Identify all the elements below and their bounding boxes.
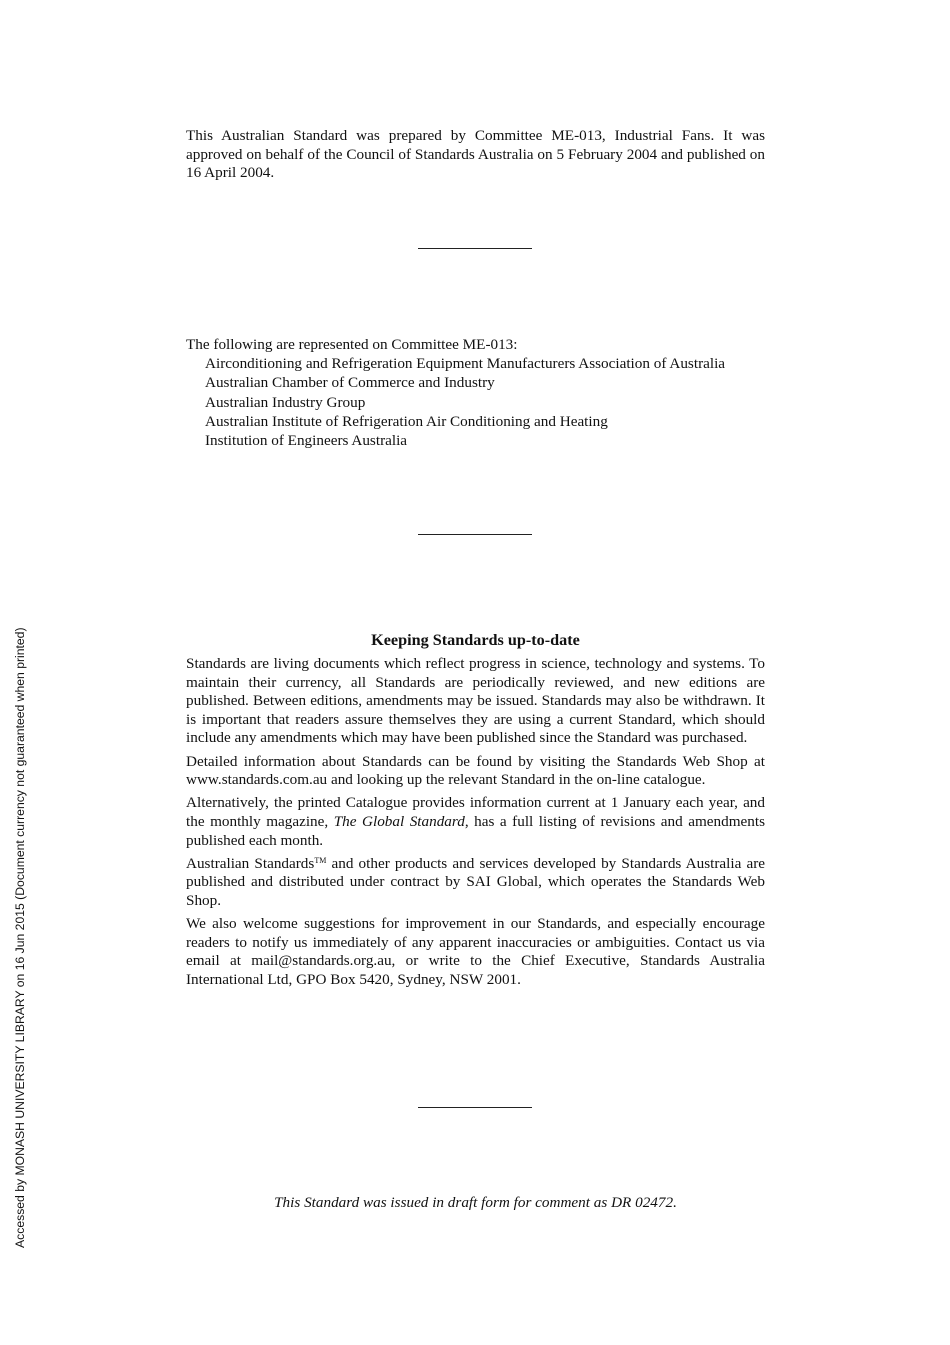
- section-divider: [418, 1107, 532, 1108]
- paragraph: [186, 855, 765, 911]
- paragraph: We also welcome suggestions for improvement in our Standards, and especially encourage readers to notify us immediately of any apparent inaccuracies or ambiguities. Contact us via email at mail@standards.org.au, or write to the Chief Executive, Standards Australia International Ltd, GPO Box 5420, Sydney, NSW 2001.: [186, 915, 765, 988]
- committee-member: Australian Chamber of Commerce and Industry: [205, 374, 495, 392]
- access-watermark: Accessed by MONASH UNIVERSITY LIBRARY on 16 Jun 2015 (Document currency not guaranteed when printed): [13, 627, 27, 1248]
- committee-member: Australian Institute of Refrigeration Air Conditioning and Heating: [205, 412, 608, 430]
- paragraph-text: Australian Standards: [186, 854, 315, 872]
- paragraph-text: , has a full listing of revisions and amendments published each month.: [186, 812, 766, 849]
- committee-lead: The following are represented on Committee ME-013:: [186, 336, 518, 353]
- draft-note: This Standard was issued in draft form for comment as DR 02472.: [274, 1194, 677, 1211]
- approval-statement: This Australian Standard was prepared by Committee ME-013, Industrial Fans. It was approved on behalf of the Council of Standards Australia on 5 February 2004 and published on 16 April 2004.: [186, 127, 765, 182]
- paragraph-text: Alternatively, the printed Catalogue provides information current at 1 January each year, and the monthly magazine,: [186, 794, 765, 830]
- uptodate-body: [186, 655, 765, 994]
- committee-member: Airconditioning and Refrigeration Equipment Manufacturers Association of Australia: [205, 355, 726, 373]
- paragraph: [186, 794, 765, 850]
- paragraph-text: and other products and services developed by Standards Australia are published and distributed under contract by SAI Global, which operates the Standards Web Shop.: [186, 854, 765, 909]
- trademark-mark: TM: [314, 855, 327, 865]
- section-divider: [418, 248, 532, 249]
- section-heading: Keeping Standards up-to-date: [371, 631, 580, 649]
- publication-title: The Global Standard: [333, 812, 465, 830]
- committee-member: Institution of Engineers Australia: [205, 432, 408, 450]
- paragraph: Standards are living documents which reflect progress in science, technology and systems. To maintain their currency, all Standards are periodically reviewed, and new editions are published. Between editions, amendments may be issued. Standards may also be withdrawn. It is important that readers assure themselves they are using a current Standard, which should include any amendments which may have been published since the Standard was purchased.: [186, 655, 765, 747]
- paragraph: Detailed information about Standards can be found by visiting the Standards Web Shop at www.standards.com.au and looking up the relevant Standard in the on-line catalogue.: [186, 752, 765, 789]
- committee-members: [186, 335, 765, 450]
- section-divider: [418, 534, 532, 535]
- committee-member: Australian Industry Group: [205, 393, 366, 411]
